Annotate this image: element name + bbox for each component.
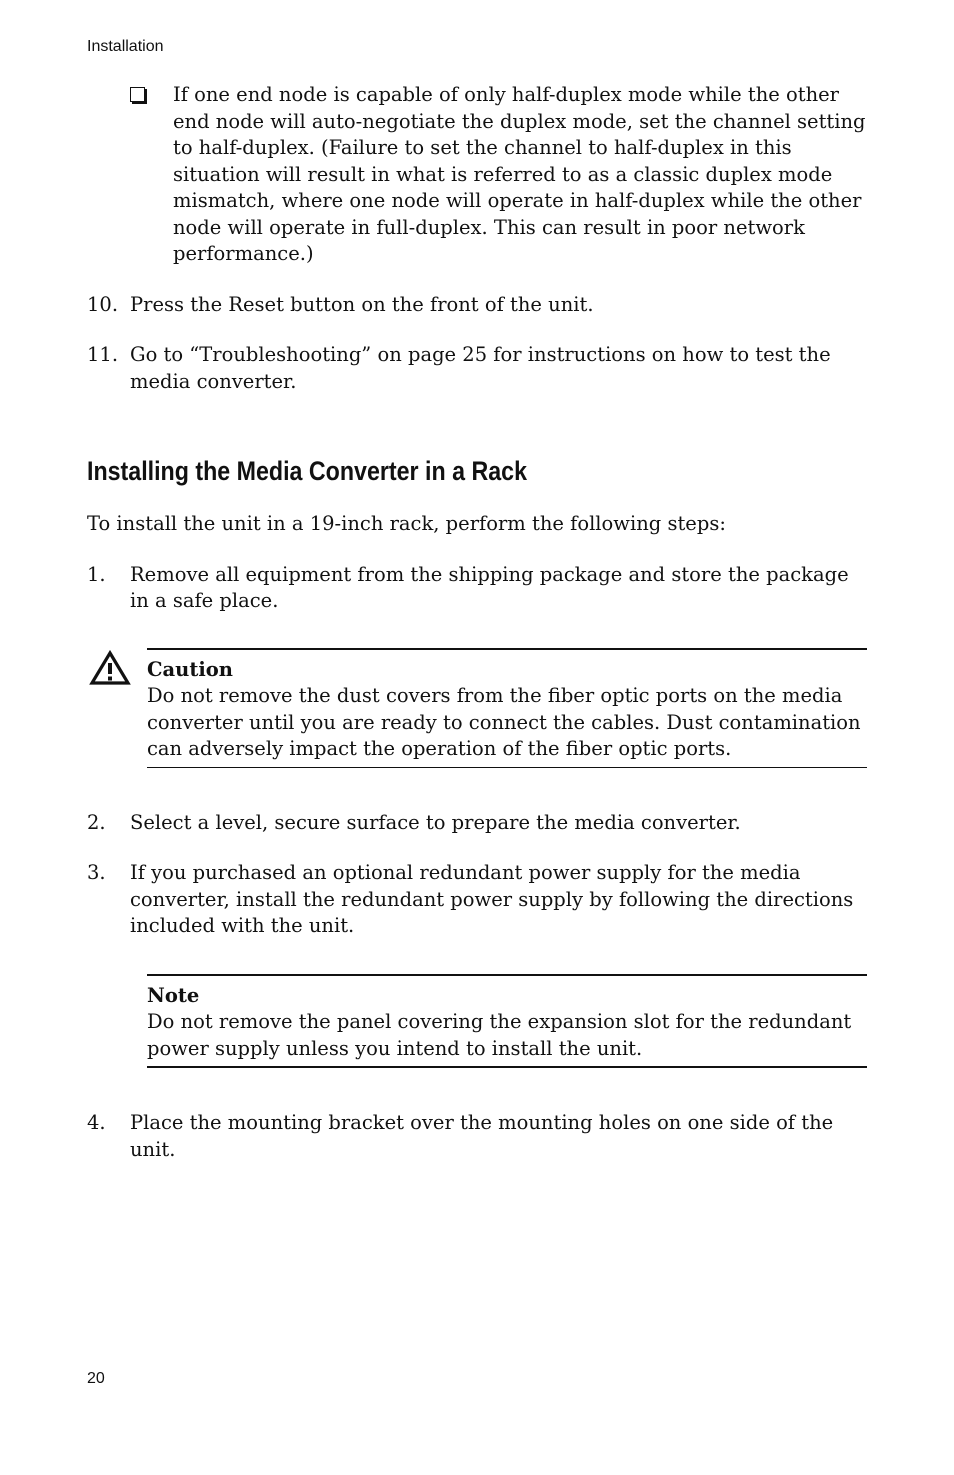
caution-box [147, 648, 867, 768]
running-head: Installation [87, 38, 164, 55]
step-4 [87, 1110, 867, 1163]
page-number: 20 [87, 1370, 105, 1387]
step-number: 2. [87, 810, 106, 834]
step-number: 3. [87, 861, 106, 884]
checkbox-bullet-icon [130, 87, 145, 102]
step-text: If you purchased an optional redundant power supply for the media converter, install the redundant power supply by following the directions included with the unit. [130, 861, 854, 937]
note-title: Note [147, 983, 200, 1007]
step-number: 1. [87, 562, 106, 586]
step-number: 10. [87, 292, 119, 316]
step-11 [87, 342, 867, 395]
section-intro: To install the unit in a 19-inch rack, perform the following steps: [87, 512, 726, 535]
step-text: Go to “Troubleshooting” on page 25 for instructions on how to test the media converter. [130, 343, 831, 393]
checkbox-bullet-item [87, 82, 867, 268]
step-1 [87, 562, 867, 615]
step-3 [87, 860, 867, 940]
bullet-text: If one end node is capable of only half-duplex mode while the other end node will auto-negotiate the duplex mode, set the channel setting to half-duplex. (Failure to set the channel to half-duplex in this situation will result in what is referred to as a classic duplex mode mismatch, where one node will operate in half-duplex while the other node will operate in full-duplex. This can result in poor network performance.) [173, 83, 866, 265]
step-2 [87, 810, 867, 837]
step-10 [87, 292, 867, 319]
step-text: Remove all equipment from the shipping package and store the package in a safe place. [130, 562, 849, 612]
note-bottom-rule [147, 1066, 867, 1068]
caution-bottom-rule [147, 767, 867, 768]
step-number: 11. [87, 343, 119, 366]
section-heading: Installing the Media Converter in a Rack [87, 456, 528, 486]
step-text: Place the mounting bracket over the mounting holes on one side of the unit. [130, 1111, 834, 1161]
page-body [87, 82, 867, 1163]
step-number: 4. [87, 1111, 106, 1134]
note-box [147, 974, 867, 1069]
caution-text: Do not remove the dust covers from the fiber optic ports on the media converter until you are ready to connect the cables. Dust contamination can adversely impact the operation of the fiber optic ports. [147, 684, 861, 760]
caution-title: Caution [147, 657, 233, 681]
note-text: Do not remove the panel covering the expansion slot for the redundant power supply unless you intend to install the unit. [147, 1010, 852, 1060]
step-text: Press the Reset button on the front of the unit. [130, 292, 594, 316]
step-text: Select a level, secure surface to prepare the media converter. [130, 810, 741, 834]
warning-triangle-icon [89, 650, 131, 686]
